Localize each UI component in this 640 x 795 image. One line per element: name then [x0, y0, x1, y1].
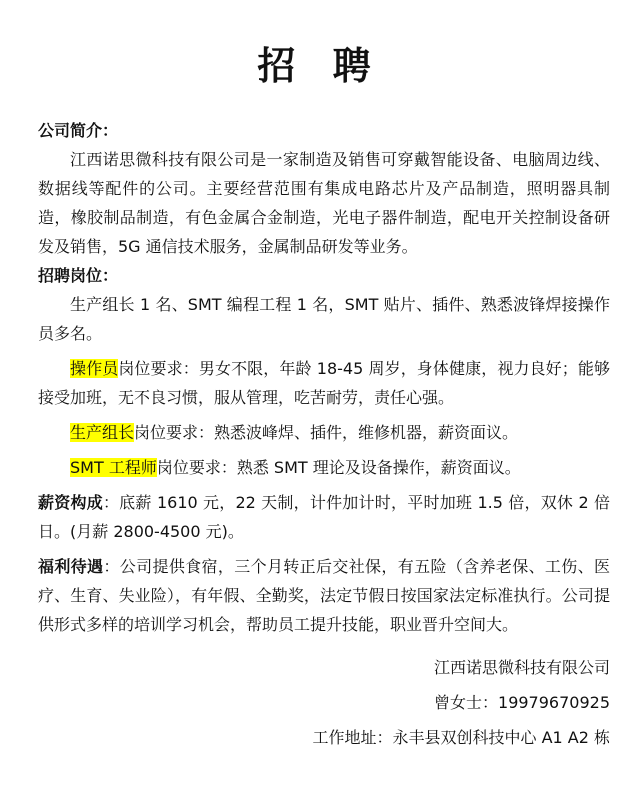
role-highlight-operator: 操作员 [70, 359, 119, 378]
benefits-section [38, 552, 610, 639]
page-title: 招 聘 [257, 44, 383, 88]
positions-heading: 招聘岗位： [38, 266, 119, 285]
document-body [38, 116, 610, 752]
signature-block [38, 653, 610, 752]
requirement-operator [38, 354, 610, 412]
requirement-group-leader [38, 418, 610, 447]
salary-text: ：底薪 1610 元，22 天制，计件加计时，平时加班 1.5 倍，双休 2 倍日。(月薪 2800-4500 元)。 [38, 493, 610, 541]
benefits-text: ：公司提供食宿，三个月转正后交社保，有五险（含养老保、工伤、医疗、生育、失业险），有年假、全勤奖，法定节假日按国家法定标准执行。公司提供形式多样的培训学习机会，帮助员工提升技能，职业晋升空间大。 [38, 557, 610, 634]
company-intro-heading: 公司简介： [38, 121, 119, 140]
requirement-operator-text: 岗位要求：男女不限，年龄 18-45 周岁，身体健康，视力良好；能够接受加班，无不良习惯，服从管理，吃苦耐劳，责任心强。 [38, 359, 610, 407]
salary-label: 薪资构成 [38, 493, 103, 512]
salary-section [38, 488, 610, 546]
signature-contact: 曾女士：19979670925 [434, 693, 610, 712]
requirement-group-leader-text: 岗位要求：熟悉波峰焊、插件，维修机器，薪资面议。 [134, 423, 519, 442]
requirement-smt-engineer-text: 岗位要求：熟悉 SMT 理论及设备操作，薪资面议。 [156, 458, 521, 477]
signature-address: 工作地址：永丰县双创科技中心 A1 A2 栋 [312, 728, 610, 747]
signature-company: 江西诺思微科技有限公司 [433, 658, 610, 677]
company-intro-text: 江西诺思微科技有限公司是一家制造及销售可穿戴智能设备、电脑周边线、数据线等配件的公司。主要经营范围有集成电路芯片及产品制造，照明器具制造，橡胶制品制造，有色金属合金制造，光电子器件制造，配电开关控制设备研发及销售，5G 通信技术服务，金属制品研发等业务。 [38, 150, 610, 256]
role-highlight-smt-engineer: SMT 工程师 [70, 458, 157, 477]
requirement-smt-engineer [38, 453, 610, 482]
benefits-label: 福利待遇 [38, 557, 104, 576]
positions-text: 生产组长 1 名、SMT 编程工程 1 名，SMT 贴片、插件、熟悉波锋焊接操作员多名。 [38, 295, 610, 343]
role-highlight-group-leader: 生产组长 [70, 423, 135, 442]
